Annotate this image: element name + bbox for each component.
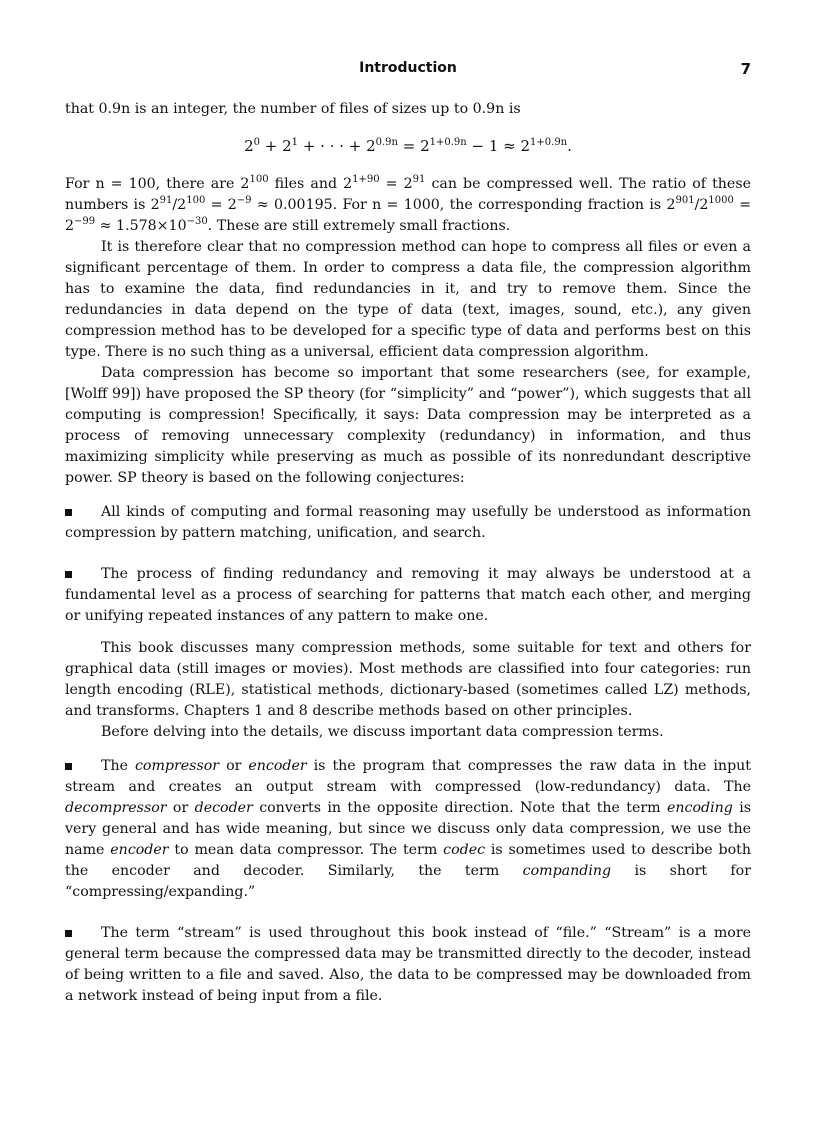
bullet-square-icon (65, 571, 72, 578)
bullet-square-icon (65, 930, 72, 937)
bullet-square-icon (65, 763, 72, 770)
list-item-conjecture-1: All kinds of computing and formal reasoning may usefully be understood as information compression by pattern matching, unification, and search. (65, 504, 751, 541)
body-text (65, 99, 751, 1014)
chapter-title: Introduction (359, 60, 457, 76)
paragraph-ratio: For n = 100, there are $2^{100}$ files and $2^{1+90} = 2^{91}$ can be compressed well. The ratio of these numbers is $2^{91}/2^{100} = 2^{-9} \approx 0.00195$. For n = 1000, the corresponding fraction is $2^{901}/2^{1000} = 2^{-99} \approx 1.578\times 10^{-30}$. These are still extremely small fractions. (65, 174, 752, 234)
paragraph-sp-theory: Data compression has become so important that some researchers (see, for example, [Wolff 99]) have proposed the SP theory (for “simplicity” and “power”), which suggests that all computing is compression! Specifically, it says: Data compression may be interpreted as a process of removing unnecessary complexity (redundancy) in information, and thus maximizing simplicity while preserving as much as possible of its nonredundant descriptive power. SP theory is based on the following conjectures: (65, 365, 751, 486)
bullet-square-icon (65, 509, 72, 516)
running-header (65, 60, 751, 80)
intro-line: that 0.9n is an integer, the number of files of sizes up to 0.9n is (65, 101, 521, 117)
list-item-conjecture-2: The process of finding redundancy and removing it may always be understood at a fundamental level as a process of searching for patterns that match each other, and merging or unifying repeated instances of any pattern to make one. (65, 566, 751, 624)
list-item-term-compressor: The compressor or encoder is the program that compresses the raw data in the input stream and creates an output stream with compressed (low-redundancy) data. The decompressor or decoder converts in the opposite direction. Note that the term encoding is very general and has wide meaning, but since we discuss only data compression, we use the name encoder to mean data compressor. The term codec is sometimes used to describe both the encoder and decoder. Similarly, the term companding is short for “compressing/expanding.” (65, 758, 752, 900)
paragraph-before-details: Before delving into the details, we discuss important data compression terms. (101, 724, 664, 740)
list-item-term-stream: The term “stream” is used throughout this book instead of “file.” “Stream” is a more general term because the compressed data may be transmitted directly to the decoder, instead of being written to a file and saved. Also, the data to be compressed may be downloaded from a network instead of being input from a file. (65, 925, 751, 1004)
paragraph-book-overview: This book discusses many compression methods, some suitable for text and others for graphical data (still images or movies). Most methods are classified into four categories: run length encoding (RLE), statistical methods, dictionary-based (sometimes called LZ) methods, and transforms. Chapters 1 and 8 describe methods based on other principles. (65, 640, 751, 719)
paragraph-no-universal-method: It is therefore clear that no compression method can hope to compress all files or even a significant percentage of them. In order to compress a data file, the compression algorithm has to examine the data, find redundancies in it, and try to remove them. Since the redundancies in data depend on the type of data (text, images, sound, etc.), any given compression method has to be developed for a specific type of data and performs best on this type. There is no such thing as a universal, efficient data compression algorithm. (65, 239, 751, 360)
equation-sum-of-files: $2^0 + 2^1$ + · · · + $2^{0.9n} = 2^{1+0.9n} - 1 \approx 2^{1+0.9n}$. (244, 137, 572, 155)
page-number: 7 (740, 60, 751, 78)
